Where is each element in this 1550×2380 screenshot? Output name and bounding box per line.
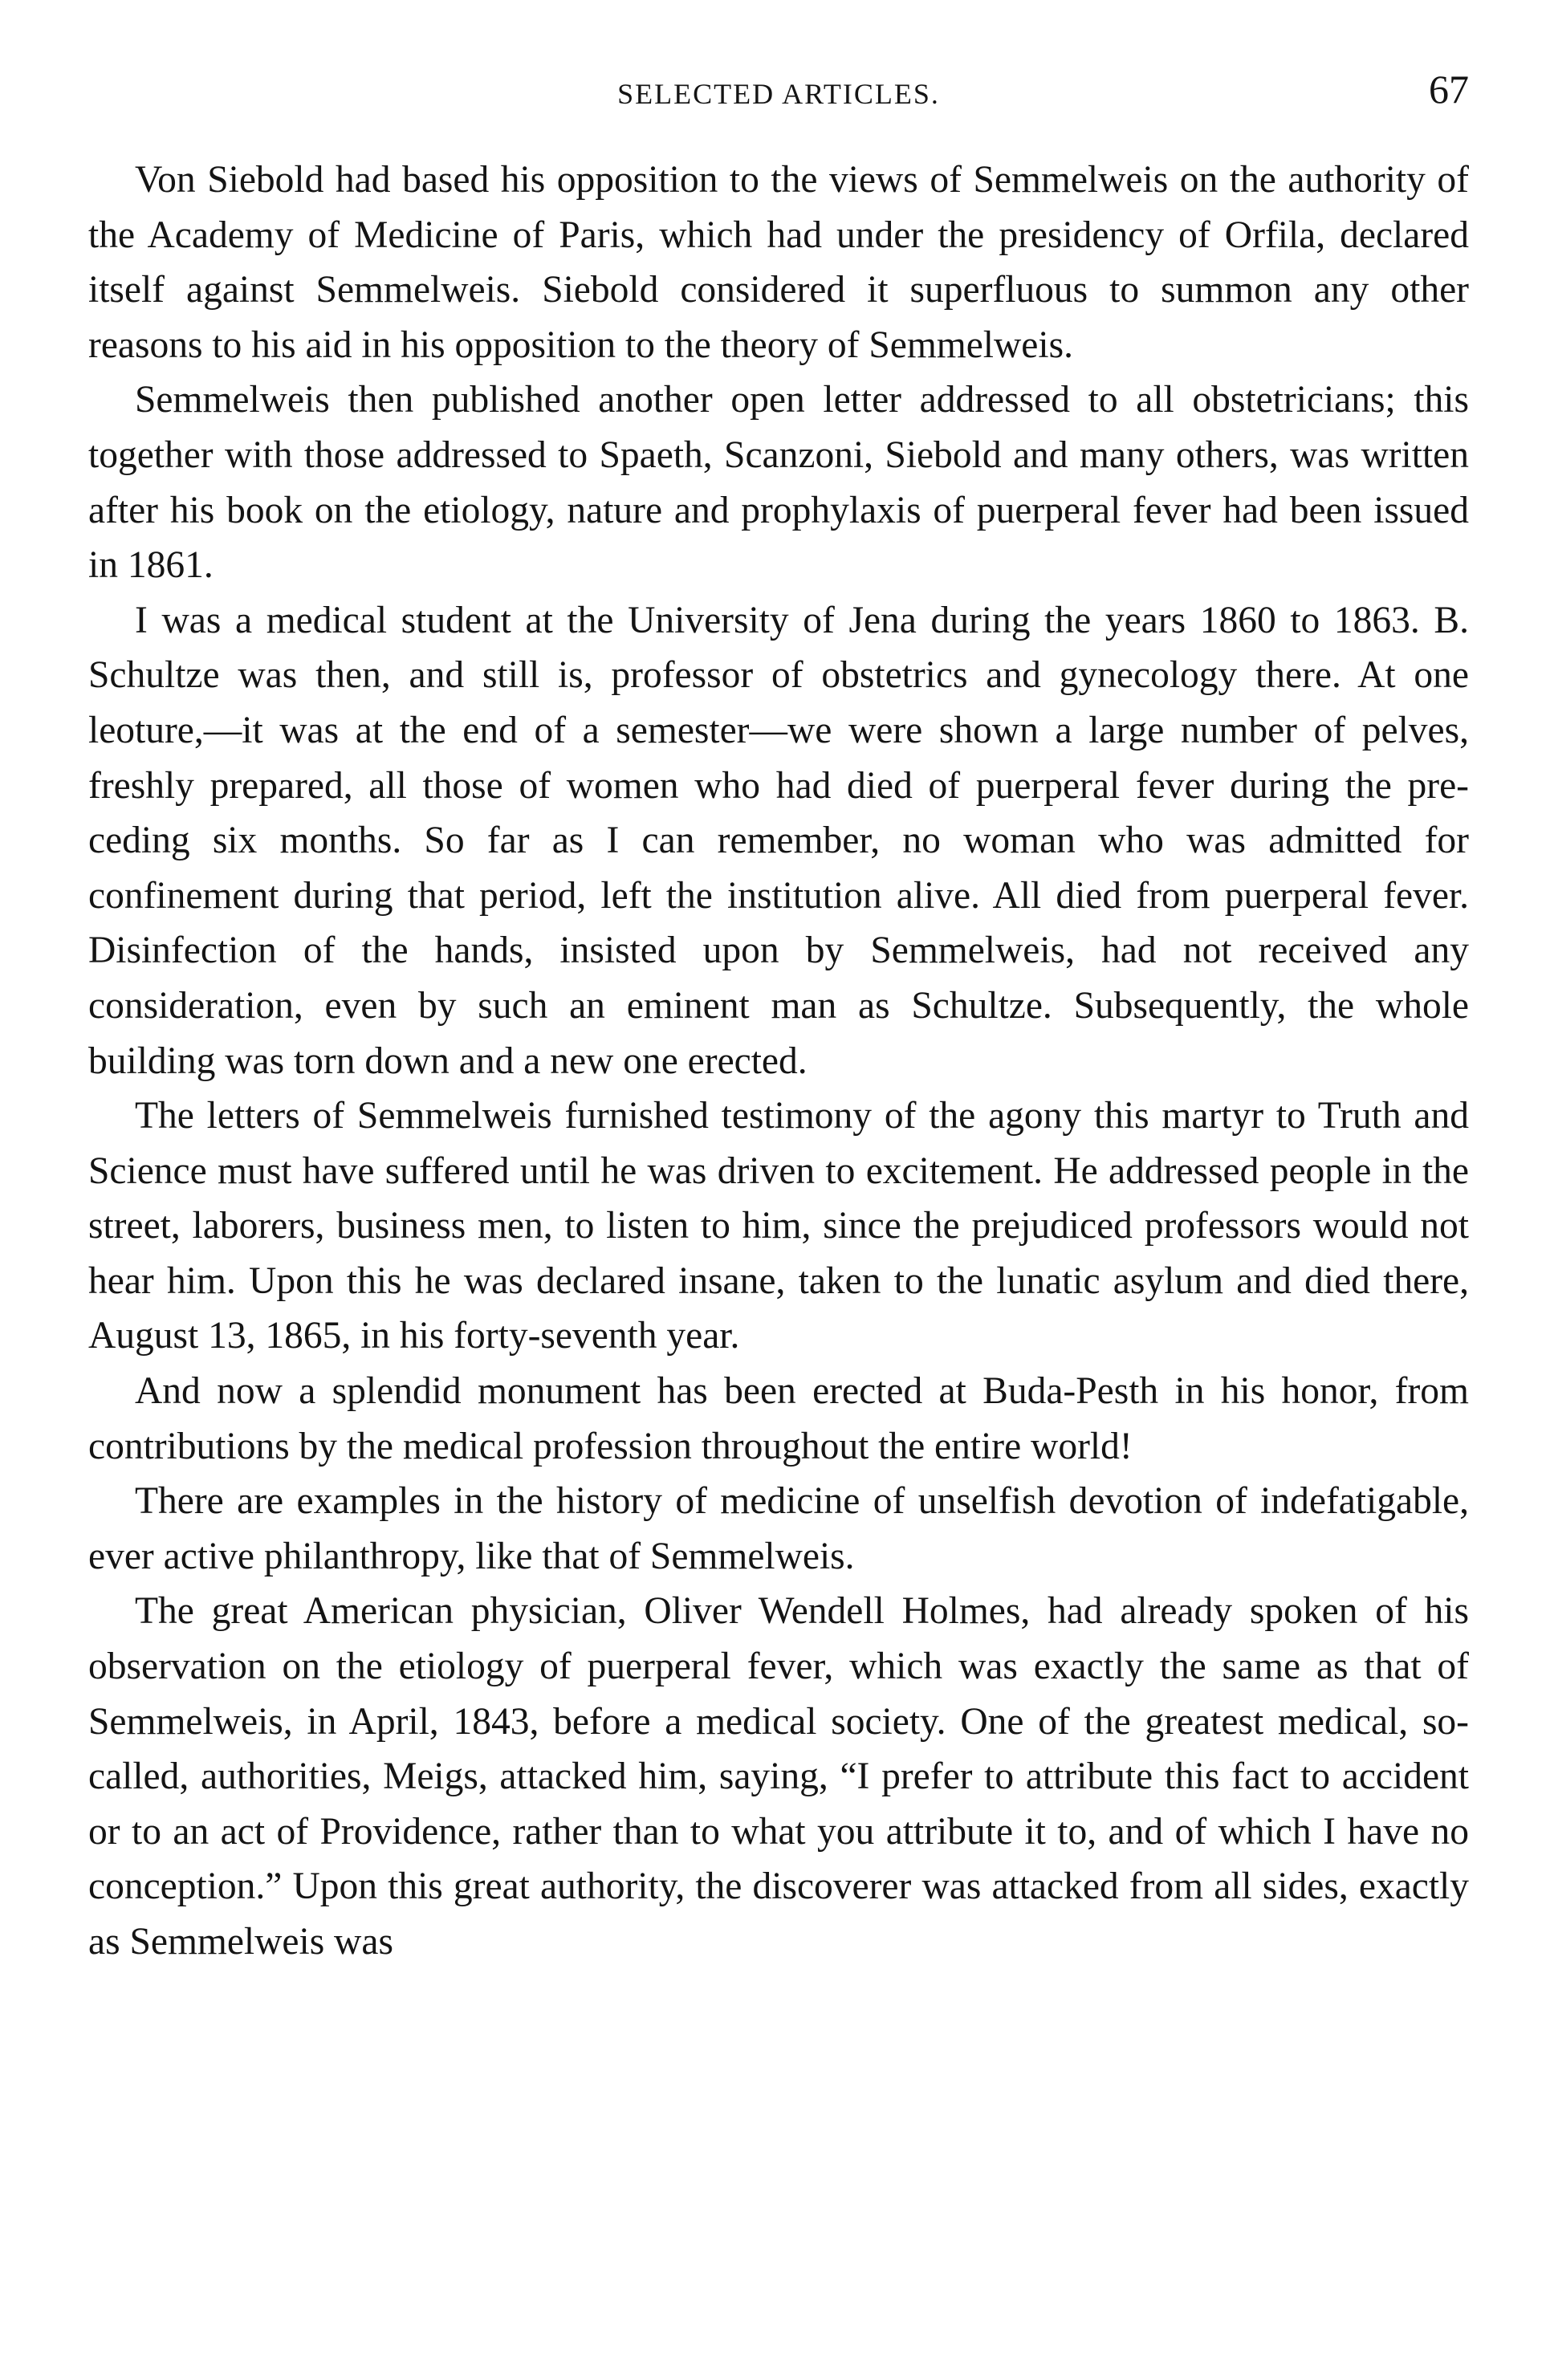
page-header: [88, 66, 1469, 122]
paragraph-letters-testimony: The letters of Semmelweis furnished testimony of the agony this martyr to Truth and Science must have suffered until he was driven to excitement. He addressed people in the street, laborers, business men, to listen to him, since the prejudiced professors would not hear him. Upon this he was declared insane, taken to the lunatic asylum and died there, August 13, 1865, in his forty-seventh year.: [88, 1095, 1469, 1357]
paragraph-jena-student: I was a medical student at the University of Jena during the years 1860 to 1863. B. Schultze was then, and still is, professor of obstetrics and gynecology there. At one leoture,—it was at the end of a semester—we were shown a large number of pelves, freshly prepared, all those of women who had died of puerperal fever during the pre-ceding six months. So far as I can remember, no woman who was admitted for confinement during that period, left the institution alive. All died from puerperal fever. Disinfection of the hands, insisted upon by Semmelweis, had not received any consideration, even by such an eminent man as Schultze. Subsequently, the whole building was torn down and a new one erected.: [88, 599, 1469, 1082]
article-body: [88, 153, 1469, 1970]
page-number: 67: [1429, 67, 1469, 112]
paragraph-siebold-opposition: Von Siebold had based his opposition to the views of Semmelweis on the authority of the Academy of Medicine of Paris, which had under the presidency of Orfila, declared itself against Semmelweis. Siebold considered it superfluous to summon any other reasons to his aid in his opposition to the theory of Semmelweis.: [88, 159, 1469, 366]
paragraph-monument: And now a splendid monument has been erected at Buda-Pesth in his honor, from contributions by the medical profession throughout the entire world!: [88, 1370, 1469, 1467]
paragraph-examples: There are examples in the history of medicine of unselfish devotion of indefatigable, ever active philanthropy, like that of Semmelweis.: [88, 1480, 1469, 1577]
paragraph-open-letter: Semmelweis then published another open letter addressed to all obstetricians; this together with those addressed to Spaeth, Scanzoni, Siebold and many others, was written after his book on the etiology, nature and prophylaxis of puerperal fever had been issued in 1861.: [88, 379, 1469, 587]
paragraph-holmes: The great American physician, Oliver Wendell Holmes, had already spoken of his observation on the etiology of puerperal fever, which was exactly the same as that of Semmelweis, in April, 1843, before a medical society. One of the greatest medical, so-called, authorities, Meigs, attacked him, saying, “I prefer to attribute this fact to accident or to an act of Providence, rather than to what you attribute it to, and of which I have no conception.” Upon this great authority, the discoverer was attacked from all sides, exactly as Semmelweis was: [88, 1590, 1469, 1963]
running-title: SELECTED ARTICLES.: [617, 78, 940, 110]
